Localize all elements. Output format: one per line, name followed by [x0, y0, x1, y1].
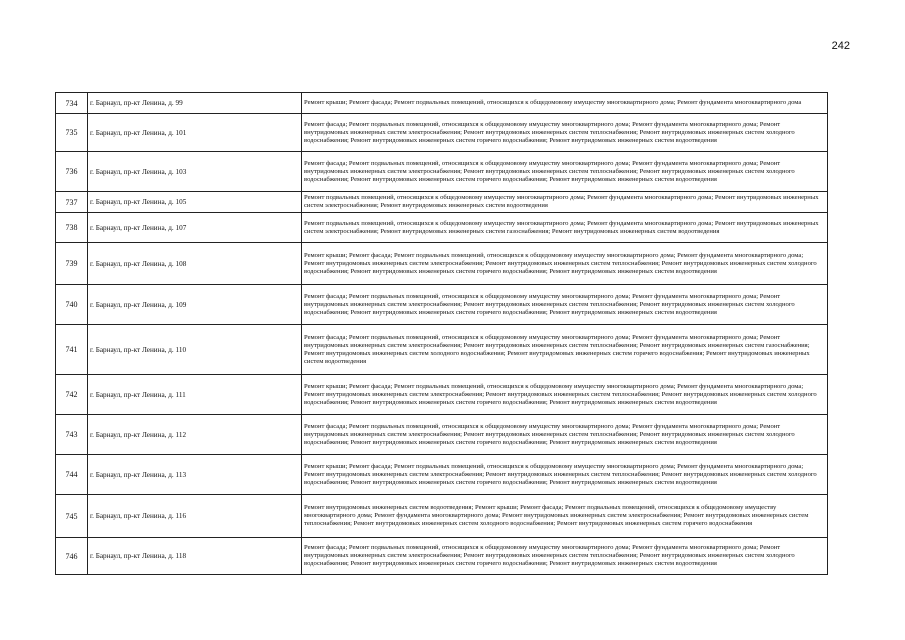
- row-works: Ремонт фасада; Ремонт подвальных помещений, относящихся к общедомовому имуществу многоквартирного дома; Ремонт фундамента многоквартирного дома; Ремонт внутридомовых инженерных систем электроснабжения; Ремонт внутридомовых инженерных систем теплоснабжения; Ремонт внутридомовых инженерных систем холодного водоснабжения; Ремонт внутридомовых инженерных систем горячего водоснабжения; Ремонт внутридомовых инженерных систем водоотведения: [302, 114, 828, 152]
- row-number: 740: [56, 285, 88, 325]
- table-row: [56, 375, 828, 415]
- row-address: г. Барнаул, пр-кт Ленина, д. 108: [88, 243, 302, 285]
- table-row: [56, 243, 828, 285]
- row-number: 741: [56, 325, 88, 375]
- row-works: Ремонт крыши; Ремонт фасада; Ремонт подвальных помещений, относящихся к общедомовому имуществу многоквартирного дома; Ремонт фундамента многоквартирного дома; Ремонт внутридомовых инженерных систем электроснабжения; Ремонт внутридомовых инженерных систем теплоснабжения; Ремонт внутридомовых инженерных систем холодного водоснабжения; Ремонт внутридомовых инженерных систем горячего водоснабжения; Ремонт внутридомовых инженерных систем водоотведения: [302, 375, 828, 415]
- row-works: Ремонт крыши; Ремонт фасада; Ремонт подвальных помещений, относящихся к общедомовому имуществу многоквартирного дома; Ремонт фундамента многоквартирного дома; Ремонт внутридомовых инженерных систем электроснабжения; Ремонт внутридомовых инженерных систем теплоснабжения; Ремонт внутридомовых инженерных систем холодного водоснабжения; Ремонт внутридомовых инженерных систем горячего водоснабжения; Ремонт внутридомовых инженерных систем водоотведения: [302, 243, 828, 285]
- table-row: [56, 415, 828, 455]
- row-works: Ремонт фасада; Ремонт подвальных помещений, относящихся к общедомовому имуществу многоквартирного дома; Ремонт фундамента многоквартирного дома; Ремонт внутридомовых инженерных систем электроснабжения; Ремонт внутридомовых инженерных систем теплоснабжения; Ремонт внутридомовых инженерных систем газоснабжения; Ремонт внутридомовых инженерных систем холодного водоснабжения; Ремонт внутридомовых инженерных систем горячего водоснабжения; Ремонт внутридомовых инженерных систем водоотведения: [302, 325, 828, 375]
- row-number: 735: [56, 114, 88, 152]
- row-number: 746: [56, 538, 88, 575]
- row-address: г. Барнаул, пр-кт Ленина, д. 112: [88, 415, 302, 455]
- row-number: 745: [56, 495, 88, 538]
- row-works: Ремонт фасада; Ремонт подвальных помещений, относящихся к общедомовому имуществу многоквартирного дома; Ремонт фундамента многоквартирного дома; Ремонт внутридомовых инженерных систем электроснабжения; Ремонт внутридомовых инженерных систем теплоснабжения; Ремонт внутридомовых инженерных систем холодного водоснабжения; Ремонт внутридомовых инженерных систем горячего водоснабжения; Ремонт внутридомовых инженерных систем водоотведения: [302, 152, 828, 192]
- row-number: 744: [56, 455, 88, 495]
- row-works: Ремонт фасада; Ремонт подвальных помещений, относящихся к общедомовому имуществу многоквартирного дома; Ремонт фундамента многоквартирного дома; Ремонт внутридомовых инженерных систем электроснабжения; Ремонт внутридомовых инженерных систем теплоснабжения; Ремонт внутридомовых инженерных систем холодного водоснабжения; Ремонт внутридомовых инженерных систем горячего водоснабжения; Ремонт внутридомовых инженерных систем водоотведения: [302, 415, 828, 455]
- row-address: г. Барнаул, пр-кт Ленина, д. 118: [88, 538, 302, 575]
- row-works: Ремонт крыши; Ремонт фасада; Ремонт подвальных помещений, относящихся к общедомовому имуществу многоквартирного дома; Ремонт фундамента многоквартирного дома; Ремонт внутридомовых инженерных систем электроснабжения; Ремонт внутридомовых инженерных систем теплоснабжения; Ремонт внутридомовых инженерных систем холодного водоснабжения; Ремонт внутридомовых инженерных систем горячего водоснабжения; Ремонт внутридомовых инженерных систем водоотведения: [302, 455, 828, 495]
- row-works: Ремонт крыши; Ремонт фасада; Ремонт подвальных помещений, относящихся к общедомовому имуществу многоквартирного дома; Ремонт фундамента многоквартирного дома: [302, 93, 828, 114]
- table-row: [56, 93, 828, 114]
- table-row: [56, 495, 828, 538]
- table-row: [56, 455, 828, 495]
- row-number: 742: [56, 375, 88, 415]
- row-address: г. Барнаул, пр-кт Ленина, д. 107: [88, 213, 302, 243]
- row-works: Ремонт подвальных помещений, относящихся к общедомовому имуществу многоквартирного дома; Ремонт фундамента многоквартирного дома; Ремонт внутридомовых инженерных систем электроснабжения; Ремонт внутридомовых инженерных систем водоотведения: [302, 192, 828, 213]
- table-row: [56, 114, 828, 152]
- row-works: Ремонт внутридомовых инженерных систем водоотведения; Ремонт крыши; Ремонт фасада; Ремонт подвальных помещений, относящихся к общедомовому имуществу многоквартирного дома; Ремонт фундамента многоквартирного дома; Ремонт внутридомовых инженерных систем электроснабжения; Ремонт внутридомовых инженерных систем теплоснабжения; Ремонт внутридомовых инженерных систем холодного водоснабжения; Ремонт внутридомовых инженерных систем горячего водоснабжения: [302, 495, 828, 538]
- row-number: 736: [56, 152, 88, 192]
- row-address: г. Барнаул, пр-кт Ленина, д. 113: [88, 455, 302, 495]
- table-row: [56, 285, 828, 325]
- row-address: г. Барнаул, пр-кт Ленина, д. 109: [88, 285, 302, 325]
- table-row: [56, 152, 828, 192]
- housing-repair-table: [55, 92, 828, 575]
- table-row: [56, 325, 828, 375]
- row-address: г. Барнаул, пр-кт Ленина, д. 103: [88, 152, 302, 192]
- page-number: 242: [831, 40, 850, 52]
- table-row: [56, 192, 828, 213]
- row-works: Ремонт подвальных помещений, относящихся к общедомовому имуществу многоквартирного дома; Ремонт фундамента многоквартирного дома; Ремонт внутридомовых инженерных систем электроснабжения; Ремонт внутридомовых инженерных систем газоснабжения; Ремонт внутридомовых инженерных систем водоотведения: [302, 213, 828, 243]
- row-works: Ремонт фасада; Ремонт подвальных помещений, относящихся к общедомовому имуществу многоквартирного дома; Ремонт фундамента многоквартирного дома; Ремонт внутридомовых инженерных систем электроснабжения; Ремонт внутридомовых инженерных систем теплоснабжения; Ремонт внутридомовых инженерных систем холодного водоснабжения; Ремонт внутридомовых инженерных систем горячего водоснабжения; Ремонт внутридомовых инженерных систем водоотведения: [302, 538, 828, 575]
- row-address: г. Барнаул, пр-кт Ленина, д. 110: [88, 325, 302, 375]
- row-address: г. Барнаул, пр-кт Ленина, д. 99: [88, 93, 302, 114]
- row-address: г. Барнаул, пр-кт Ленина, д. 105: [88, 192, 302, 213]
- table-row: [56, 213, 828, 243]
- row-number: 734: [56, 93, 88, 114]
- row-number: 738: [56, 213, 88, 243]
- row-address: г. Барнаул, пр-кт Ленина, д. 111: [88, 375, 302, 415]
- table-row: [56, 538, 828, 575]
- row-address: г. Барнаул, пр-кт Ленина, д. 101: [88, 114, 302, 152]
- row-works: Ремонт фасада; Ремонт подвальных помещений, относящихся к общедомовому имуществу многоквартирного дома; Ремонт фундамента многоквартирного дома; Ремонт внутридомовых инженерных систем электроснабжения; Ремонт внутридомовых инженерных систем теплоснабжения; Ремонт внутридомовых инженерных систем холодного водоснабжения; Ремонт внутридомовых инженерных систем горячего водоснабжения; Ремонт внутридомовых инженерных систем водоотведения: [302, 285, 828, 325]
- row-number: 743: [56, 415, 88, 455]
- row-number: 737: [56, 192, 88, 213]
- row-address: г. Барнаул, пр-кт Ленина, д. 116: [88, 495, 302, 538]
- row-number: 739: [56, 243, 88, 285]
